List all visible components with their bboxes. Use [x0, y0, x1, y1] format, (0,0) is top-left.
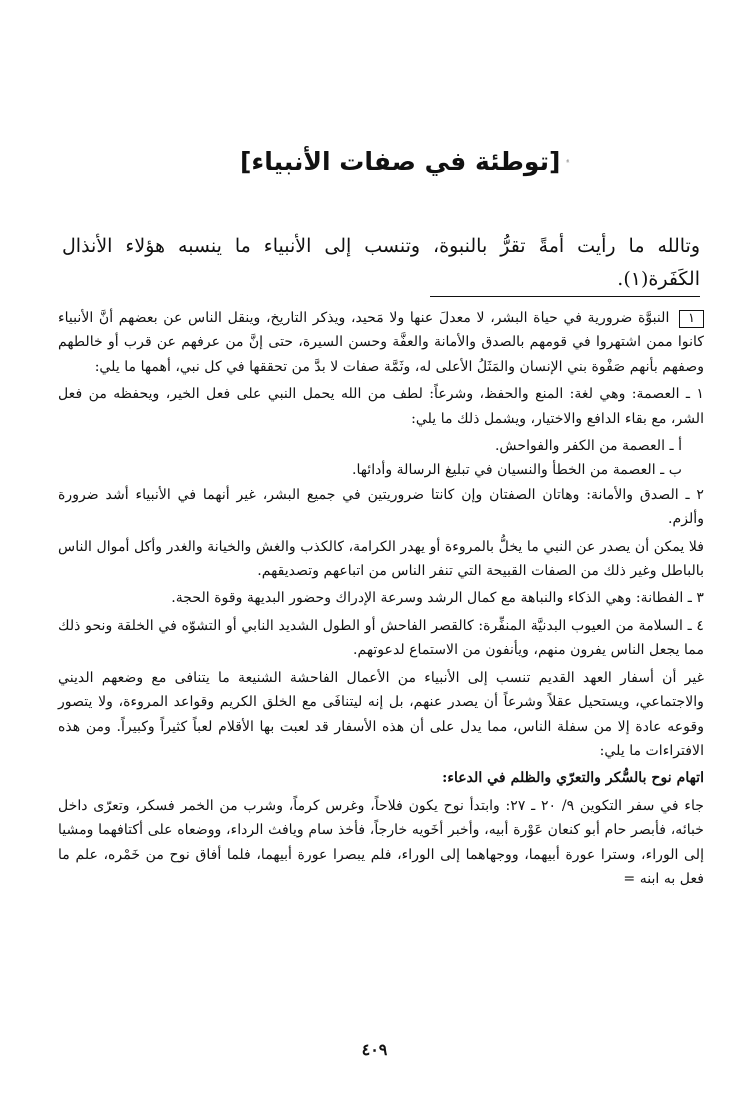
- footnote-marker: ١: [679, 310, 704, 328]
- footnote-paragraph: غير أن أسفار العهد القديم تنسب إلى الأنبياء من الأعمال الفاحشة الشنيعة ما يتنافى مع وضعهم الديني والاجتماعي، ويستحيل عقلاً وشرعاً أن يصدر عنهم، بل إنه ليتنافَى مع الخلق الكريم وقواعد المروءة، ولا يتصور وقوعه عادة إلا من سفلة الناس، مما يدل على أن هذه الأسفار قد لعبت بها الأقلام لعباً كثيراً وكبيراً. ومن هذه الافتراءات ما يلي:: [58, 669, 704, 759]
- footnote-paragraph: [58, 306, 704, 379]
- footnote-text: النبوَّة ضرورية في حياة البشر، لا معدلَ عنها ولا مَحيد، ويذكر التاريخ، وينقل الناس عن بعضهم أنَّ الأنبياء كانوا ممن اشتهروا في قومهم بالصدق والأمانة والعفَّة وحسن السيرة، حتى إنَّ من عرفهم عن قرب أو خالطهم وصفهم بأنهم صَفْوة بني الإنسان والمَثَلُ الأعلى له، وثَمَّة صفات لا بدَّ من تحققها في كل نبي، أهمها ما يلي:: [58, 310, 704, 375]
- footnote-sub-item: ب ـ العصمة من الخطأ والنسيان في تبليغ الرسالة وأدائها.: [352, 462, 682, 479]
- footnote-paragraph: جاء في سفر التكوين ٩/ ٢٠ ـ ٢٧: وابتدأ نوح يكون فلاحاً، وغرس كرماً، وشرب من الخمر فسكر، وتعرّى داخل خبائه، فأبصر حام أبو كنعان عَوْرة أبيه، وأخبر أخَويه خارجاً، فأخذ سام ويافث الرداء، ووضعاه على أكتافهما ومشيا إلى الوراء، وسترا عورة أبيهما، ووجهاهما إلى الوراء، فلم يبصرا عورة أبيهما، فلما أفاق نوح من خَمْره، علم ما فعل به ابنه =: [58, 797, 705, 887]
- footnote-paragraph: فلا يمكن أن يصدر عن النبي ما يخلُّ بالمروءة أو يهدر الكرامة، كالكذب والغش والخيانة والغدر وأكل أموال الناس بالباطل وغير ذلك من الصفات القبيحة التي تنفر الناس من اتباعهم وتصديقهم.: [58, 538, 704, 580]
- footnote-paragraph: ٤ ـ السلامة من العيوب البدنيَّة المنفِّرة: كالقصر الفاحش أو الطول الشديد النابي أو التشوّه في الخلقة ونحو ذلك مما يجعل الناس يفرون منهم، ويأنفون من الاستماع لدعوتهم.: [58, 617, 704, 659]
- chapter-heading: [240, 140, 570, 182]
- footnote-separator: [430, 296, 700, 297]
- floral-ornament-icon: [566, 141, 570, 181]
- footnote-paragraph: ٢ ـ الصدق والأمانة: وهاتان الصفتان وإن كانتا ضروريتين في جميع البشر، غير أنهما في الأنبياء أشد ضرورة وألزم.: [58, 486, 704, 528]
- page-number: ٤٠٩: [361, 1040, 388, 1059]
- footnote-subheading: اتهام نوح بالسُّكر والتعرّي والظلم في الدعاء:: [442, 770, 704, 787]
- footnote-paragraph: ٣ ـ الفطانة: وهي الذكاء والنباهة مع كمال الرشد وسرعة الإدراك وحضور البديهة وقوة الحجة.: [171, 590, 704, 607]
- footnote-paragraph: ١ ـ العصمة: وهي لغة: المنع والحفظ، وشرعاً: لطف من الله يحمل النبي على فعل الخير، ويحفظه من فعل الشر، مع بقاء الدافع والاختيار، ويشمل ذلك ما يلي:: [58, 386, 704, 427]
- intro-paragraph: وتالله ما رأيت أمةً تقرُّ بالنبوة، وتنسب إلى الأنبياء ما ينسبه هؤلاء الأنذال الكَفَرة(١).: [62, 235, 700, 290]
- footnote-block: [58, 306, 704, 894]
- chapter-title: [توطئة في صفات الأنبياء]: [240, 146, 561, 176]
- footnote-sub-item: أ ـ العصمة من الكفر والفواحش.: [494, 438, 682, 455]
